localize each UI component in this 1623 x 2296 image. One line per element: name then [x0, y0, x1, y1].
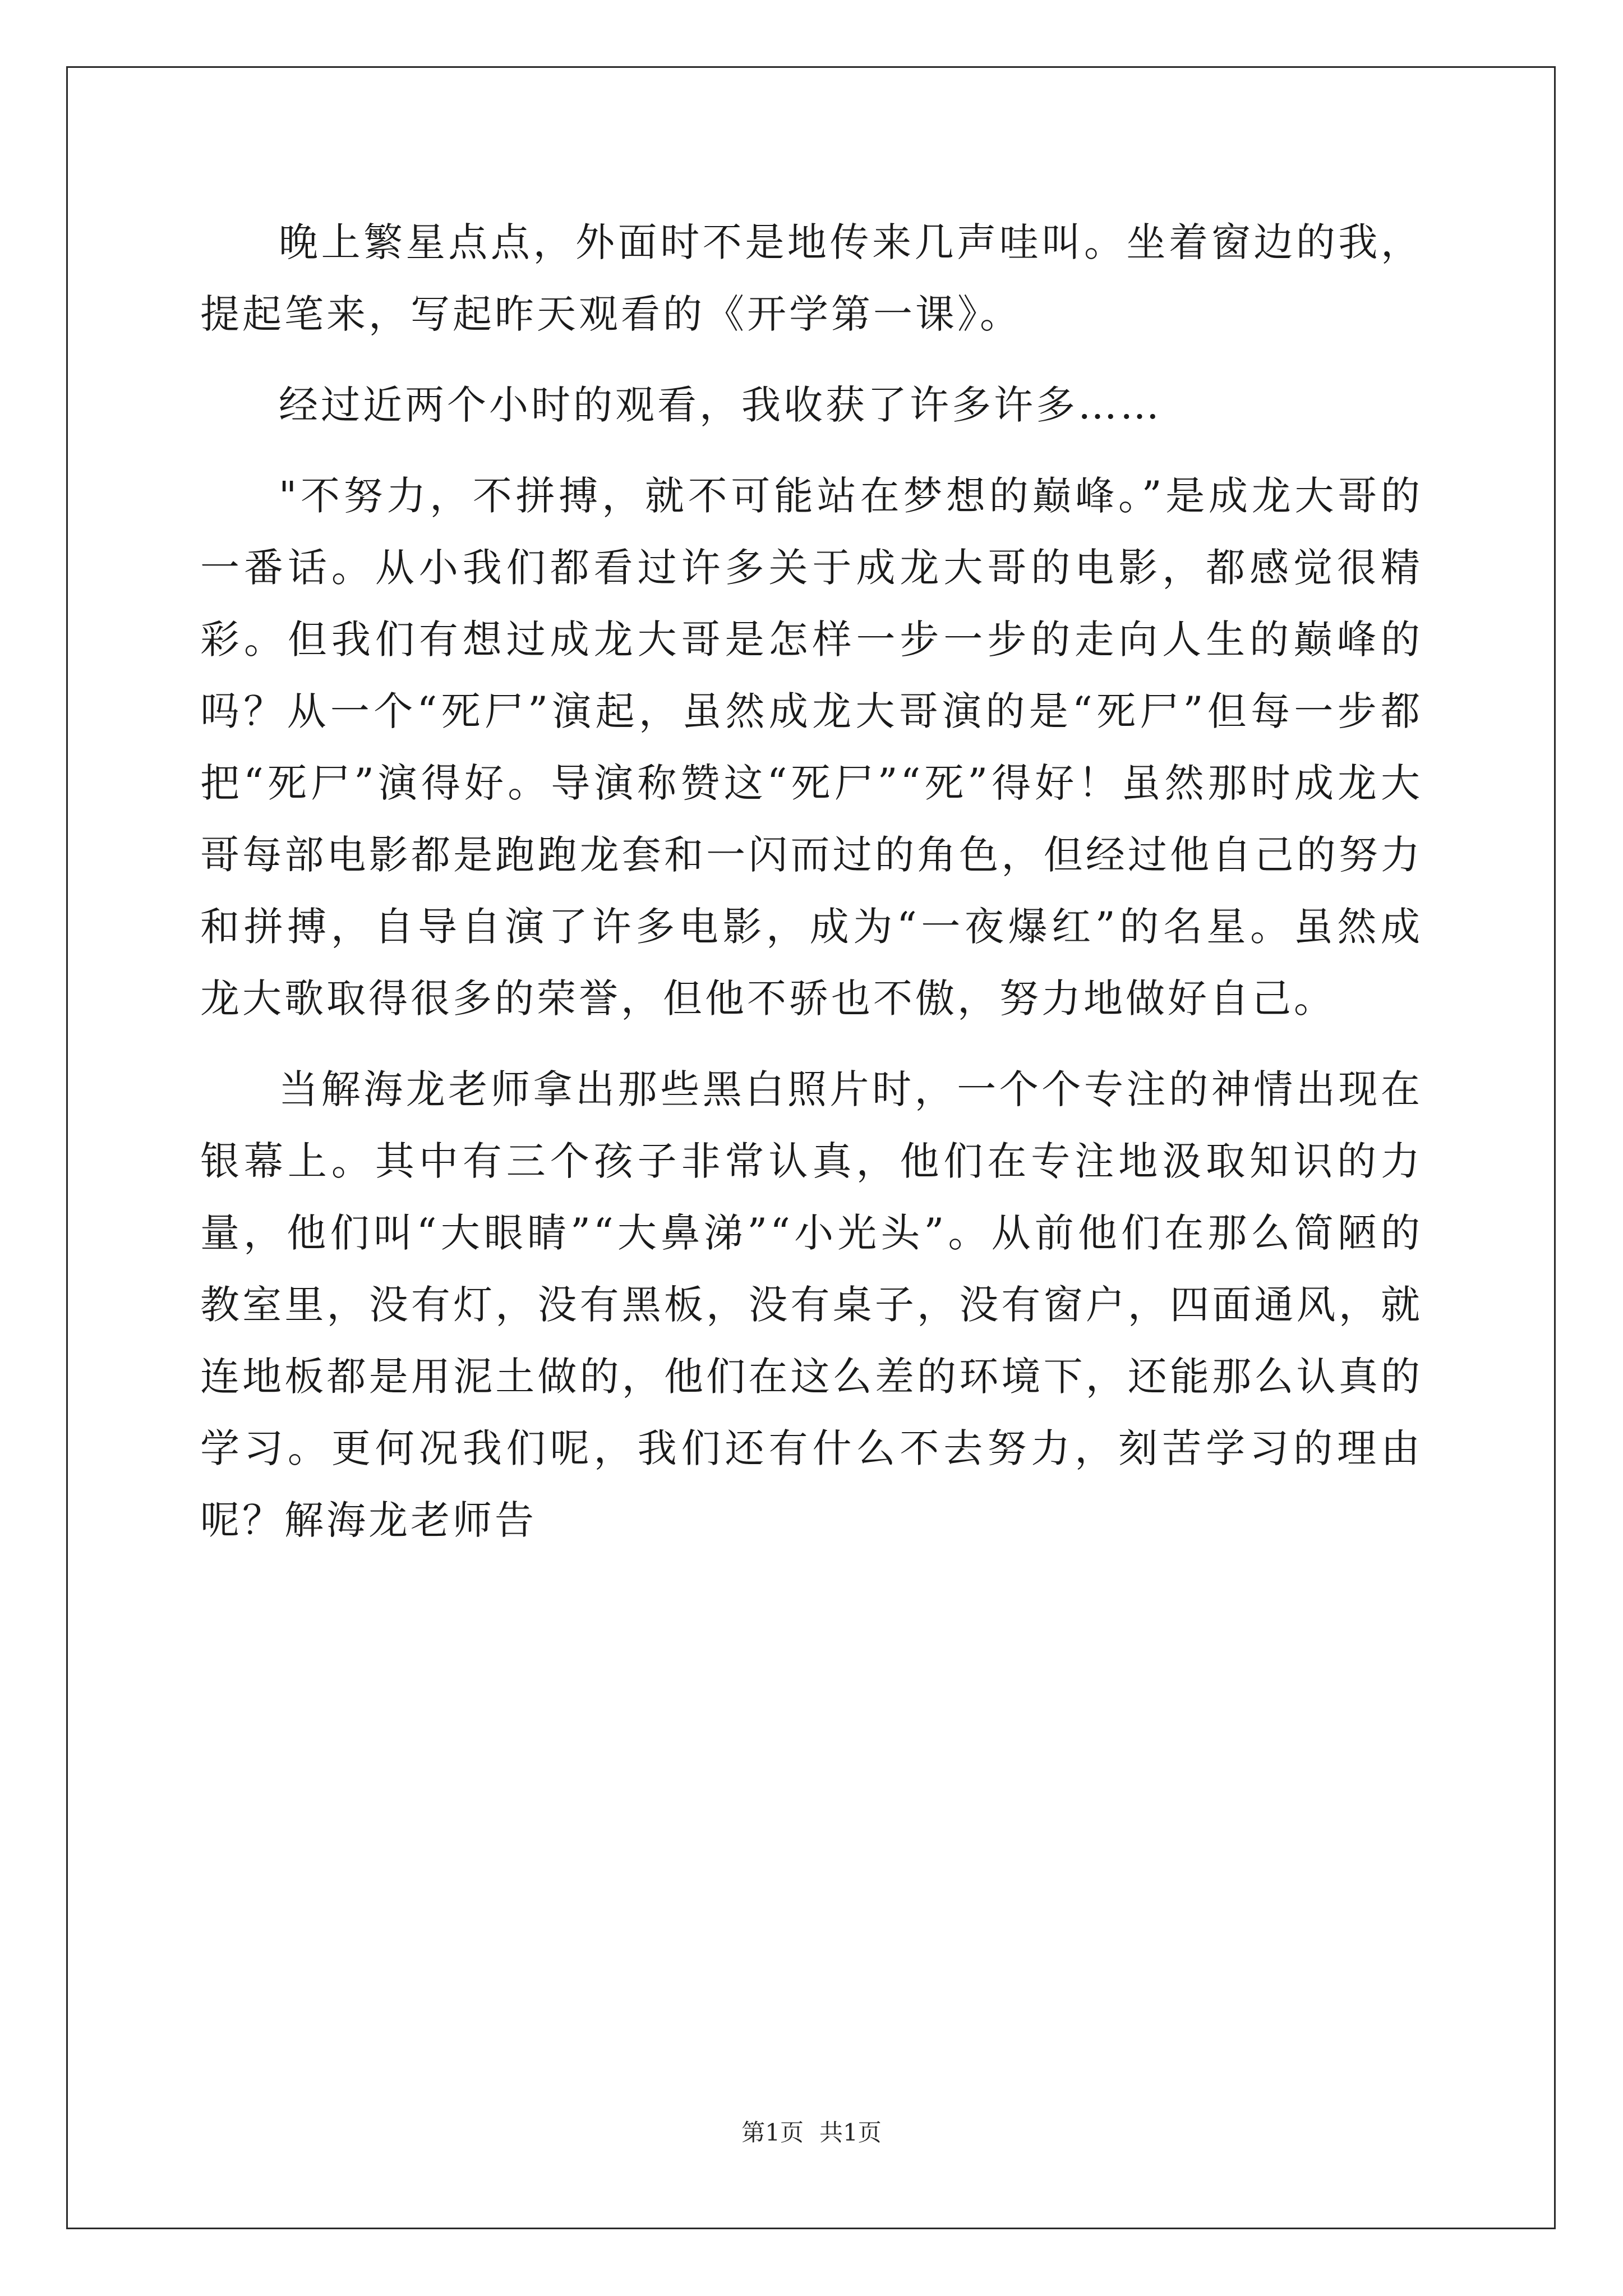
page-number-current: 第1页 — [741, 2119, 804, 2146]
paragraph-3: "不努力，不拼搏，就不可能站在梦想的巅峰。”是成龙大哥的一番话。从小我们都看过许多关于成龙大哥的电影，都感觉很精彩。但我们有想过成龙大哥是怎样一步一步的走向人生的巅峰的吗？从一个“死尸”演起，虽然成龙大哥演的是“死尸”但每一步都把“死尸”演得好。导演称赞这“死尸”“死”得好！虽然那时成龙大哥每部电影都是跑跑龙套和一闪而过的角色，但经过他自己的努力和拼搏，自导自演了许多电影，成为“一夜爆红”的名星。虽然成龙大歌取得很多的荣誉，但他不骄也不傲，努力地做好自己。 — [200, 473, 1423, 1022]
page-footer — [0, 2117, 1623, 2148]
page-number-total: 共1页 — [819, 2119, 882, 2146]
paragraph-2: 经过近两个小时的观看，我收获了许多许多…… — [279, 382, 1162, 428]
paragraph-1: 晚上繁星点点，外面时不是地传来几声哇叫。坐着窗边的我，提起笔来，写起昨天观看的《开学第一课》。 — [200, 219, 1423, 337]
document-body — [200, 206, 1423, 1575]
paragraph-4: 当解海龙老师拿出那些黑白照片时，一个个专注的神情出现在银幕上。其中有三个孩子非常认真，他们在专注地汲取知识的力量，他们叫“大眼睛”“大鼻涕”“小光头”。从前他们在那么简陋的教室里，没有灯，没有黑板，没有桌子，没有窗户，四面通风，就连地板都是用泥土做的，他们在这么差的环境下，还能那么认真的学习。更何况我们呢，我们还有什么不去努力，刻苦学习的理由呢？解海龙老师告 — [200, 1066, 1423, 1543]
